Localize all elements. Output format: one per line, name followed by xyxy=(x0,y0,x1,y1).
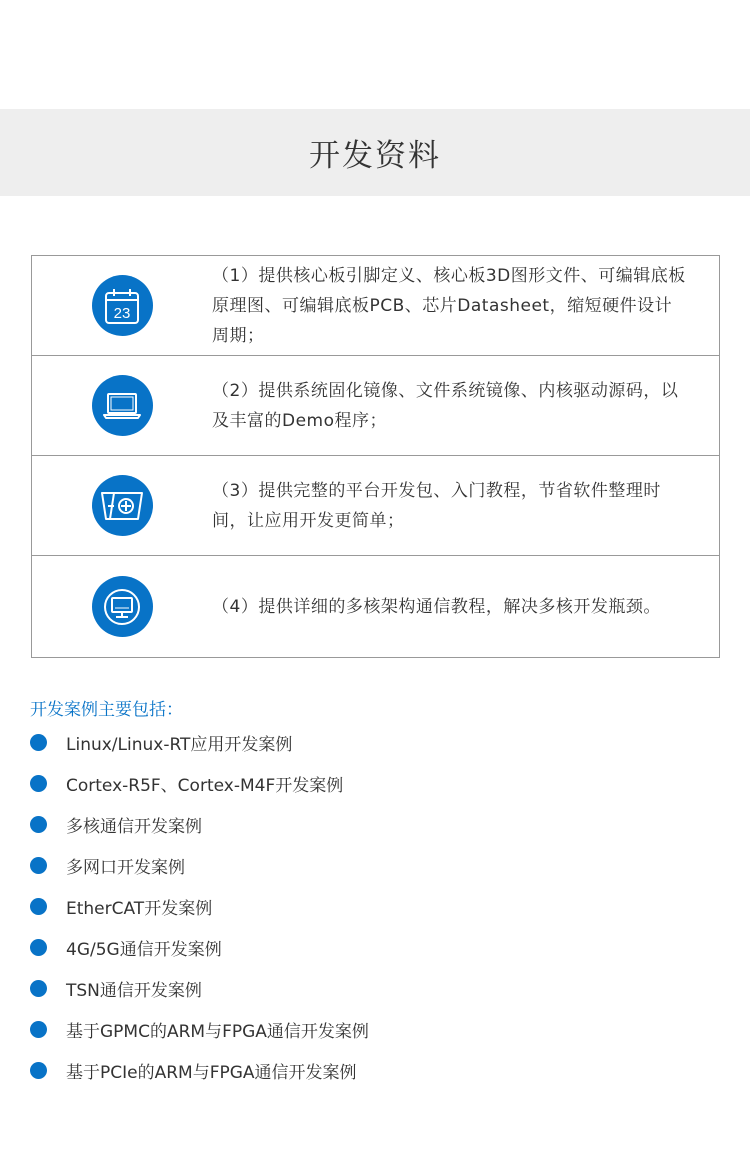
laptop-icon xyxy=(92,375,153,436)
calendar-icon xyxy=(92,275,153,336)
feature-table xyxy=(31,255,720,658)
feature-text: （4）提供详细的多核架构通信教程，解决多核开发瓶颈。 xyxy=(212,596,661,617)
list-item-label: Linux/Linux-RT应用开发案例 xyxy=(66,735,293,755)
list-item xyxy=(30,763,369,804)
list-item xyxy=(30,1050,369,1091)
bullet-icon xyxy=(30,939,47,956)
list-item xyxy=(30,845,369,886)
list-item-label: 多核通信开发案例 xyxy=(66,817,202,837)
dev-package-icon xyxy=(92,475,153,536)
svg-text:23: 23 xyxy=(113,304,131,322)
feature-icon-cell xyxy=(32,475,212,536)
list-item xyxy=(30,968,369,1009)
list-item-label: 基于PCIe的ARM与FPGA通信开发案例 xyxy=(66,1063,357,1083)
feature-icon-cell xyxy=(32,576,212,637)
section-banner xyxy=(0,109,750,196)
bullet-icon xyxy=(30,775,47,792)
list-item-label: 4G/5G通信开发案例 xyxy=(66,940,222,960)
list-item-label: EtherCAT开发案例 xyxy=(66,899,213,919)
list-item xyxy=(30,886,369,927)
feature-icon-cell xyxy=(32,275,212,336)
list-item-label: 基于GPMC的ARM与FPGA通信开发案例 xyxy=(66,1022,369,1042)
list-item xyxy=(30,722,369,763)
list-item-label: Cortex-R5F、Cortex-M4F开发案例 xyxy=(66,776,344,796)
cases-title: 开发案例主要包括： xyxy=(30,700,183,720)
list-item xyxy=(30,1009,369,1050)
bullet-icon xyxy=(30,980,47,997)
feature-row xyxy=(32,256,719,356)
bullet-icon xyxy=(30,857,47,874)
bullet-icon xyxy=(30,898,47,915)
bullet-icon xyxy=(30,1062,47,1079)
list-item xyxy=(30,804,369,845)
bullet-icon xyxy=(30,816,47,833)
bullet-icon xyxy=(30,734,47,751)
list-item-label: TSN通信开发案例 xyxy=(66,981,202,1001)
bullet-icon xyxy=(30,1021,47,1038)
cases-list xyxy=(30,722,369,1091)
list-item xyxy=(30,927,369,968)
feature-row xyxy=(32,556,719,657)
section-title: 开发资料 xyxy=(309,138,441,174)
list-item-label: 多网口开发案例 xyxy=(66,858,185,878)
feature-row xyxy=(32,456,719,556)
feature-text: （1）提供核心板引脚定义、核心板3D图形文件、可编辑底板原理图、可编辑底板PCB、芯片Datasheet，缩短硬件设计周期； xyxy=(212,265,686,346)
feature-row xyxy=(32,356,719,456)
monitor-icon xyxy=(92,576,153,637)
feature-icon-cell xyxy=(32,375,212,436)
feature-text: （2）提供系统固化镜像、文件系统镜像、内核驱动源码，以及丰富的Demo程序； xyxy=(212,380,679,431)
feature-text: （3）提供完整的平台开发包、入门教程，节省软件整理时间，让应用开发更简单； xyxy=(212,480,661,531)
